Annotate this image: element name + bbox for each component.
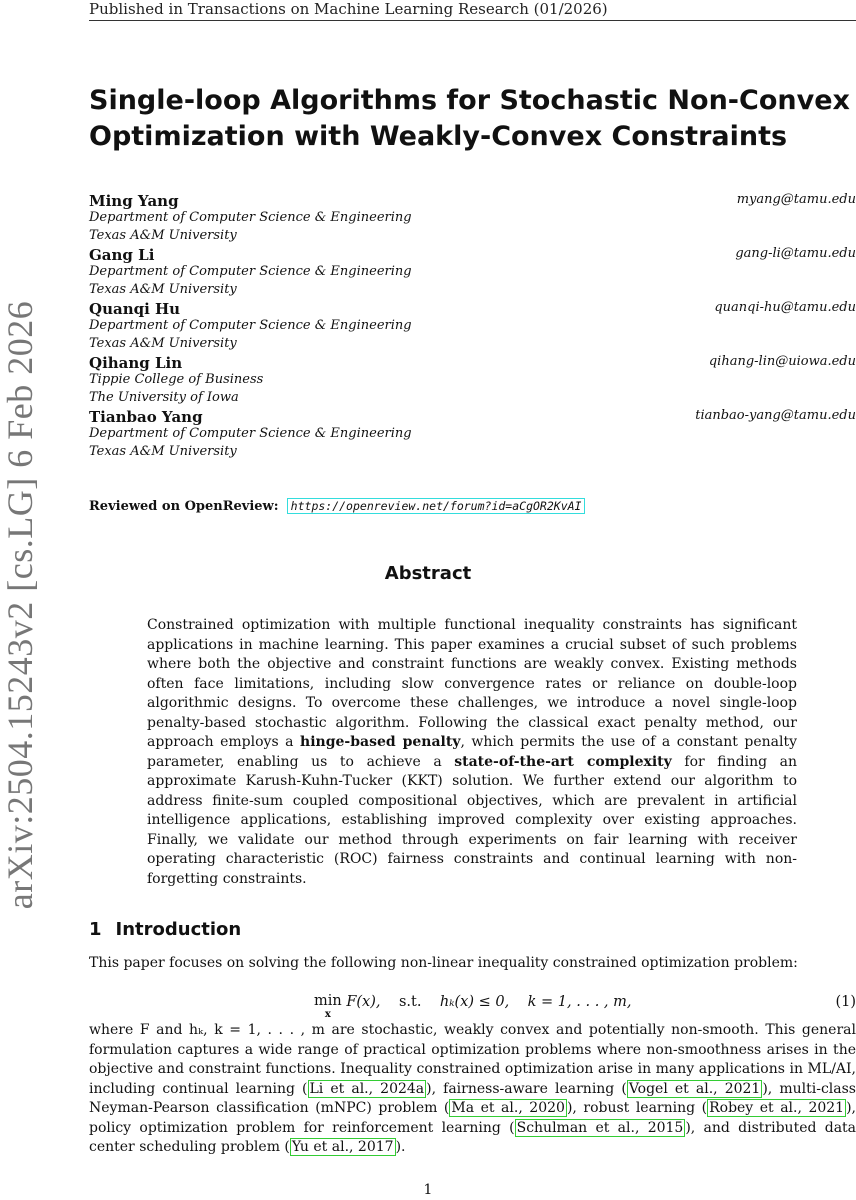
- author-university: Texas A&M University: [89, 228, 237, 243]
- paragraph-text: ), robust learning (: [566, 1100, 708, 1116]
- abstract-text-part: , which permits the use of a constant penalty parameter, enabling us to achieve a: [147, 734, 797, 770]
- equation-1: [89, 994, 856, 1020]
- citation-link[interactable]: Schulman et al., 2015: [516, 1119, 684, 1136]
- author-email[interactable]: gang-li@tamu.edu: [735, 246, 856, 261]
- equation-body: [314, 994, 632, 1022]
- author-email[interactable]: myang@tamu.edu: [736, 192, 856, 207]
- author-email[interactable]: qihang-lin@uiowa.edu: [708, 354, 856, 369]
- author-name: Qihang Lin: [89, 354, 183, 372]
- equation-objective: F(x),: [346, 994, 381, 1010]
- abstract-heading: Abstract: [384, 563, 472, 584]
- review-line: [89, 499, 585, 514]
- page-number: 1: [423, 1182, 433, 1198]
- header-rule: [89, 20, 856, 21]
- intro-sentence: This paper focuses on solving the following non-linear inequality constrained optimization problem:: [89, 955, 798, 971]
- citation-link[interactable]: Vogel et al., 2021: [628, 1080, 761, 1097]
- author-department: Department of Computer Science & Engineering: [89, 318, 412, 333]
- section-title: Introduction: [115, 919, 242, 940]
- paragraph-text: where F and hₖ, k = 1, . . . , m are stochastic, weakly convex and potentially non-smooth. This general formulation captures a wide range of practical optimization problems where non-smoothness arises in the objective and constraint functions. Inequality constrained optimization arise in many applications in ML/AI, including continual learning (: [89, 1022, 856, 1097]
- equation-min: [314, 994, 342, 1022]
- paragraph-text: ), fairness-aware learning (: [426, 1080, 627, 1097]
- equation-range: k = 1, . . . , m,: [527, 994, 632, 1010]
- abstract-bold-term: hinge-based penalty: [300, 734, 461, 750]
- citation-link[interactable]: Robey et al., 2021: [709, 1100, 845, 1116]
- abstract-text-part: Constrained optimization with multiple functional inequality constraints has significant applications in machine learning. This paper examines a crucial subset of such problems where both the objective and constraint functions are weakly convex. Existing methods often face limitations, including slow convergence rates or reliance on double-loop algorithmic designs. To overcome these challenges, we introduce a novel single-loop penalty-based stochastic algorithm. Following the classical exact penalty method, our approach employs a: [147, 617, 797, 750]
- arxiv-identifier: arXiv:2504.15243v2 [cs.LG] 6 Feb 2026: [0, 300, 40, 910]
- author-email[interactable]: quanqi-hu@tamu.edu: [714, 300, 856, 315]
- arxiv-sidebar: [0, 300, 40, 910]
- author-email[interactable]: tianbao-yang@tamu.edu: [695, 408, 856, 423]
- paragraph-text: ).: [395, 1139, 406, 1155]
- author-university: The University of Iowa: [89, 390, 239, 405]
- abstract-text: [147, 616, 797, 889]
- author-university: Texas A&M University: [89, 336, 237, 351]
- citation-link[interactable]: Li et al., 2024a: [309, 1080, 425, 1097]
- paragraph-text: ), and distributed data center scheduling problem (: [89, 1119, 856, 1155]
- author-department: Department of Computer Science & Engineering: [89, 210, 412, 225]
- abstract-bold-term: state-of-the-art complexity: [454, 753, 672, 770]
- author-name: Ming Yang: [89, 192, 179, 210]
- author-department: Department of Computer Science & Engineering: [89, 426, 412, 441]
- body-paragraph: [89, 1021, 856, 1158]
- citation-link[interactable]: Ma et al., 2020: [451, 1100, 565, 1116]
- author-department: Tippie College of Business: [89, 372, 264, 387]
- author-university: Texas A&M University: [89, 282, 237, 297]
- openreview-link[interactable]: https://openreview.net/forum?id=aCgOR2KvAI: [287, 498, 586, 514]
- equation-number: (1): [835, 994, 856, 1010]
- section-number: 1: [89, 919, 102, 940]
- abstract-text-part: for finding an approximate Karush-Kuhn-Tucker (KKT) solution. We further extend our algorithm to address finite-sum coupled compositional objectives, which are prevalent in artificial intelligence applications, establishing improved complexity over existing approaches. Finally, we validate our method through experiments on fair learning with receiver operating characteristic (ROC) fairness constraints and continual learning with non-forgetting constraints.: [147, 753, 797, 887]
- author-block: [89, 408, 856, 480]
- author-university: Texas A&M University: [89, 444, 237, 459]
- equation-constraint: hₖ(x) ≤ 0,: [439, 994, 510, 1010]
- min-subscript: x: [324, 1009, 331, 1020]
- author-name: Gang Li: [89, 246, 155, 264]
- paper-title: Single-loop Algorithms for Stochastic Non-Convex Optimization with Weakly-Convex Constraints: [89, 85, 850, 152]
- author-department: Department of Computer Science & Engineering: [89, 264, 412, 279]
- min-operator: min: [314, 993, 342, 1009]
- paragraph-text: ), multi-class Neyman-Pearson classification (mNPC) problem (: [89, 1080, 856, 1116]
- review-label: Reviewed on OpenReview:: [89, 499, 279, 514]
- running-header: Published in Transactions on Machine Learning Research (01/2026): [89, 0, 608, 18]
- author-name: Quanqi Hu: [89, 300, 181, 318]
- author-name: Tianbao Yang: [89, 408, 203, 426]
- section-heading: [89, 919, 241, 940]
- equation-st: s.t.: [398, 994, 422, 1010]
- paragraph-text: ), policy optimization problem for reinforcement learning (: [89, 1100, 856, 1136]
- citation-link[interactable]: Yu et al., 2017: [291, 1139, 394, 1155]
